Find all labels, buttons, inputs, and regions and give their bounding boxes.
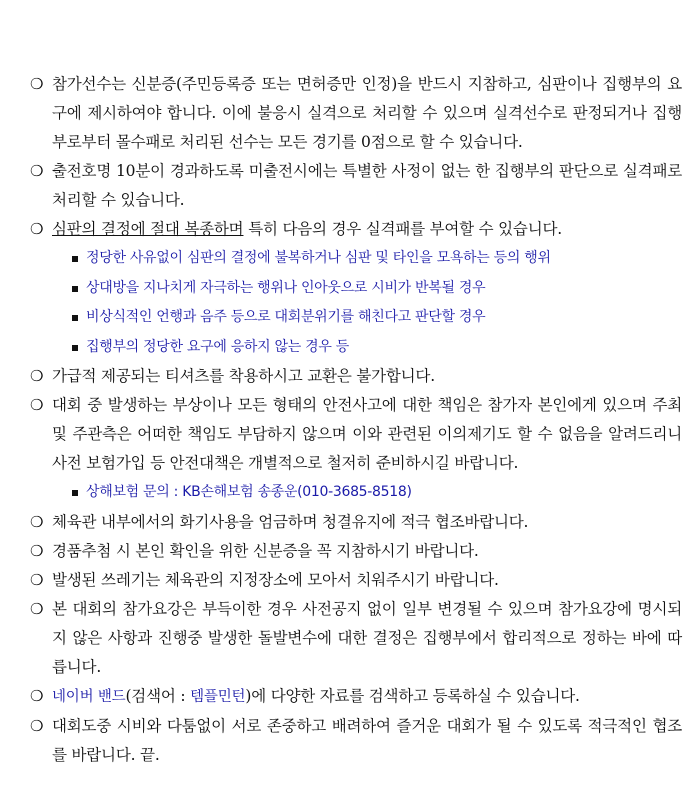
- notice-text: 특히 다음의 경우 실격패를 부여할 수 있습니다.: [243, 220, 562, 238]
- circle-bullet-icon: ❍: [30, 716, 44, 735]
- sub-item: [0, 333, 700, 363]
- notice-item-raffle: [0, 537, 700, 566]
- circle-bullet-icon: ❍: [30, 75, 44, 93]
- notice-item-changes: [0, 595, 700, 682]
- notice-item-fire: [0, 508, 700, 537]
- notice-item-trash: [0, 566, 700, 595]
- sub-item-text: 집행부의 정당한 요구에 응하지 않는 경우 등: [86, 338, 349, 355]
- naver-band-link[interactable]: 네이버 밴드: [52, 688, 126, 705]
- notice-item-tshirt: [0, 362, 700, 391]
- circle-bullet-icon: ❍: [30, 541, 44, 560]
- square-bullet-icon: [72, 490, 78, 496]
- notice-text: (검색어 :: [125, 686, 191, 705]
- sub-item-text: 비상식적인 언행과 음주 등으로 대회분위기를 해친다고 판단할 경우: [86, 309, 486, 325]
- square-bullet-icon: [72, 286, 78, 292]
- insurance-contact: [0, 478, 700, 508]
- notice-text: 발생된 쓰레기는 체육관의 지정장소에 모아서 치워주시기 바랍니다.: [52, 570, 499, 589]
- notice-item-closing: [0, 712, 700, 770]
- notice-text: 가급적 제공되는 티셔츠를 착용하시고 교환은 불가합니다.: [52, 367, 435, 385]
- sub-item: [0, 244, 700, 274]
- notice-document: [0, 70, 700, 770]
- sub-item: [0, 274, 700, 304]
- search-keyword: 템플민턴: [190, 688, 246, 705]
- sub-item-text: 상대방을 지나치게 자극하는 행위나 인아웃으로 시비가 반복될 경우: [86, 279, 486, 296]
- notice-item-no-show: [0, 157, 700, 215]
- sub-item: [0, 303, 700, 333]
- circle-bullet-icon: ❍: [30, 396, 44, 414]
- circle-bullet-icon: ❍: [30, 686, 44, 705]
- circle-bullet-icon: ❍: [30, 367, 44, 385]
- square-bullet-icon: [72, 256, 78, 262]
- circle-bullet-icon: ❍: [30, 162, 44, 180]
- square-bullet-icon: [72, 345, 78, 351]
- insurance-text: 상해보험 문의 : KB손해보험 송종운(010-3685-8518): [86, 484, 412, 500]
- sub-item-text: 정당한 사유없이 심판의 결정에 불복하거나 심판 및 타인을 모욕하는 등의 행위: [86, 250, 551, 266]
- circle-bullet-icon: ❍: [30, 570, 44, 589]
- notice-item-naver-band: [0, 682, 700, 712]
- notice-text: )에 다양한 자료를 검색하고 등록하실 수 있습니다.: [245, 686, 580, 705]
- circle-bullet-icon: ❍: [30, 599, 44, 618]
- circle-bullet-icon: ❍: [30, 220, 44, 238]
- notice-item-safety: [0, 391, 700, 478]
- notice-text: 참가선수는 신분증(주민등록증 또는 면허증만 인정)을 반드시 지참하고, 심판이나 집행부의 요구에 제시하여야 합니다. 이에 불응시 실격으로 처리할 수 있으며 실격선수로 판정되거나 집행부로부터 몰수패로 처리된 선수는 모든 경기를 0점으로 할 수 있습니다.: [52, 75, 682, 151]
- square-bullet-icon: [72, 315, 78, 321]
- notice-text: 본 대회의 참가요강은 부득이한 경우 사전공지 없이 일부 변경될 수 있으며 참가요강에 명시되지 않은 사항과 진행중 발생한 돌발변수에 대한 결정은 집행부에서 합리적으로 정하는 바에 따릅니다.: [52, 599, 682, 676]
- notice-text: 대회 중 발생하는 부상이나 모든 형태의 안전사고에 대한 책임은 참가자 본인에게 있으며 주최 및 주관측은 어떠한 책임도 부담하지 않으며 이와 관련된 이의제기도 할 수 없음을 알려드리니 사전 보험가입 등 안전대책은 개별적으로 철저히 준비하시길 바랍니다.: [52, 396, 682, 472]
- notice-text: 체육관 내부에서의 화기사용을 엄금하며 청결유지에 적극 협조바랍니다.: [52, 512, 529, 531]
- notice-item-referee: [0, 215, 700, 244]
- underlined-text: 심판의 결정에 절대 복종하며: [52, 220, 244, 238]
- notice-text: 출전호명 10분이 경과하도록 미출전시에는 특별한 사정이 없는 한 집행부의 판단으로 실격패로 처리할 수 있습니다.: [52, 162, 682, 209]
- circle-bullet-icon: ❍: [30, 512, 44, 531]
- notice-item-id-required: [0, 70, 700, 157]
- notice-text: 대회도중 시비와 다툼없이 서로 존중하고 배려하여 즐거운 대회가 될 수 있도록 적극적인 협조를 바랍니다. 끝.: [52, 716, 682, 764]
- notice-text: 경품추첨 시 본인 확인을 위한 신분증을 꼭 지참하시기 바랍니다.: [52, 541, 479, 560]
